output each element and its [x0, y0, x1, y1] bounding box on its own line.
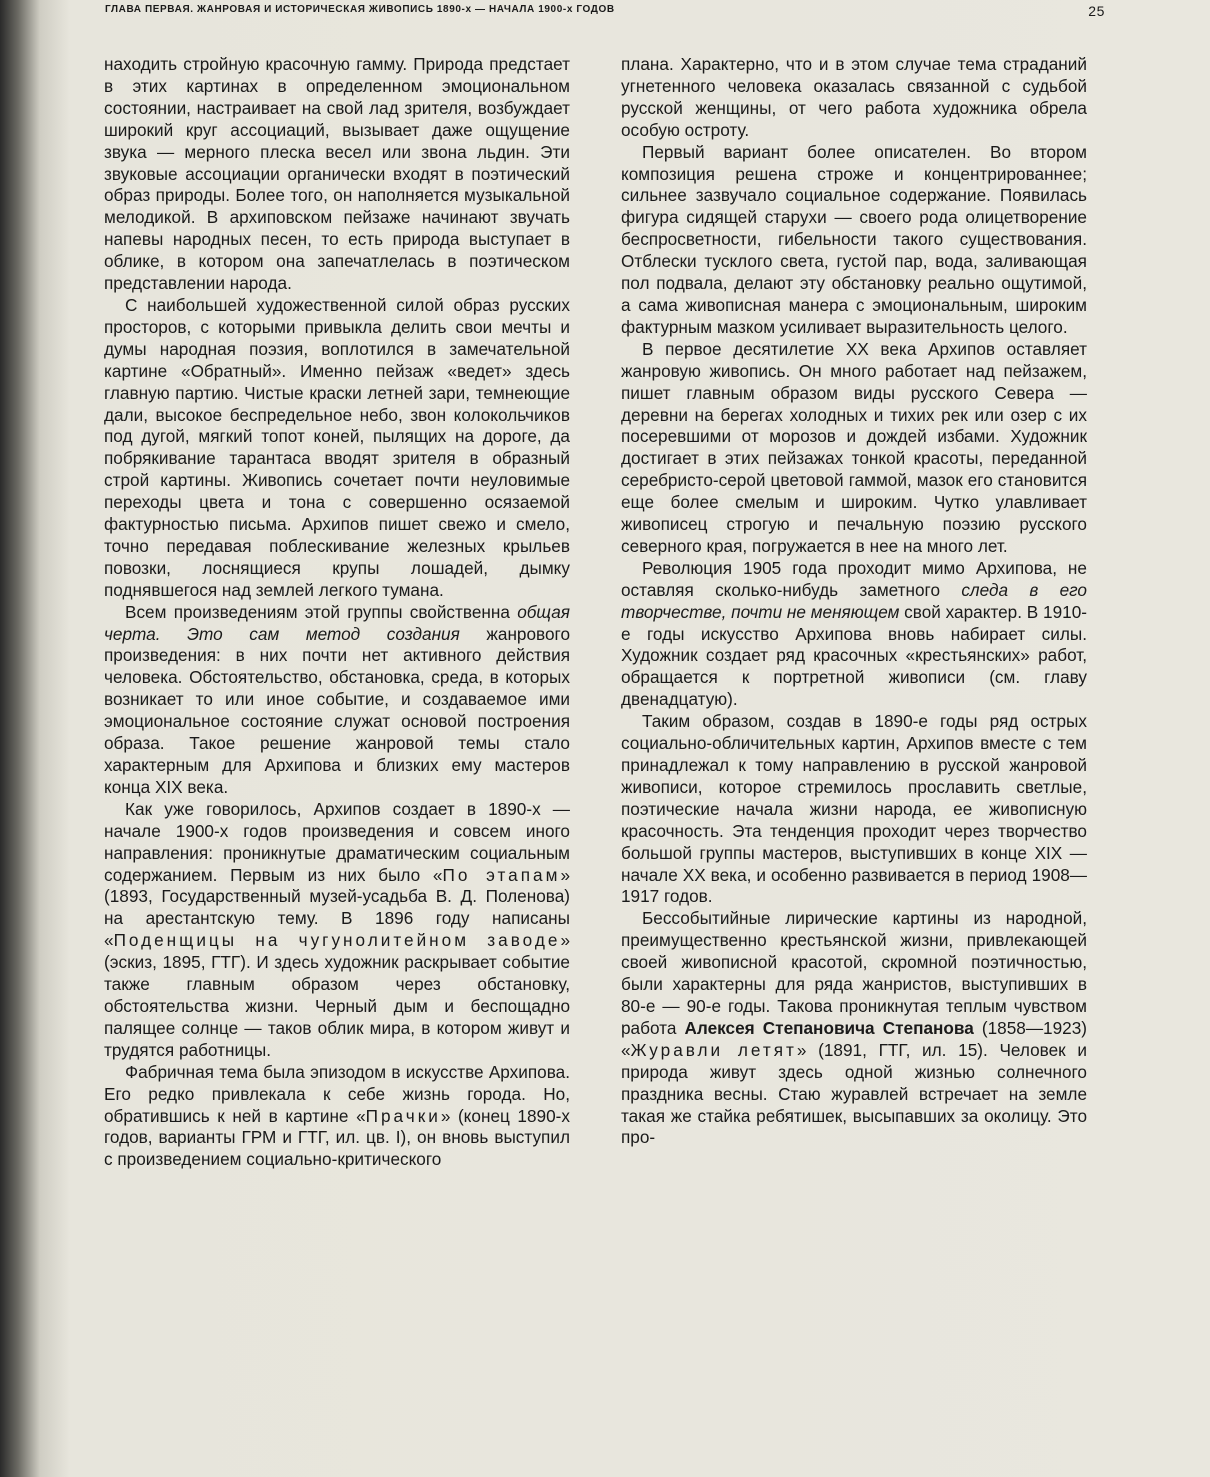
italic-text: общая черта. Это сам метод создания [104, 601, 570, 644]
paragraph [104, 799, 570, 1062]
artwork-title: Журавли летят [630, 1039, 797, 1060]
page-header [105, 4, 1105, 24]
text-run: Революция 1905 года проходит мимо Архипова, не оставляя сколько-нибудь заметного [621, 557, 1087, 600]
italic-text: следа в его творчестве, почти не меняющем [621, 579, 1087, 622]
artwork-title: Поденщицы на чугунолитейном заводе [113, 930, 561, 951]
paragraph: С наибольшей художественной силой образ русских просторов, с которыми привыкла делить свои мечты и думы народная поэзия, воплотился в замечательной картине «Обратный». Именно пейзаж «ведет» здесь главную партию. Чистые краски летней зари, темнеющие дали, высокое беспредельное небо, звон колокольчиков под дугой, мягкий топот коней, пылящих на дороге, да побрякивание тарантаса вводят зрителя в образный строй картины. Живопись сочетает почти неуловимые переходы цвета и тона с совершенно осязаемой фактурностью письма. Архипов пишет свежо и смело, точно передавая поблескивание железных крыльев повозки, лоснящиеся крупы лошадей, дымку поднявшегося над землей легкого тумана. [104, 294, 570, 600]
right-column [621, 54, 1087, 1149]
artwork-title: По этапам [442, 864, 561, 885]
paragraph: Таким образом, создав в 1890-е годы ряд острых социально-обличительных картин, Архипов вместе с тем принадлежал к тому направлению в русской жанровой живописи, которое стремилось прославить светлые, поэтические начала жизни народа, ее живописную красочность. Эта тенденция проходит через творчество большой группы мастеров, выступивших в конце XIX — начале XX века, и особенно развивается в период 1908—1917 годов. [621, 711, 1087, 907]
text-run: жанрового произведения: в них почти нет активного действия человека. Обстоятельство, обстановка, среда, в которых возникает то или иное событие, и создаваемое ими эмоциональное состояние служат основой построения образа. Такое решение жанровой темы стало характерным для Архипова и близких ему мастеров конца XIX века. [104, 623, 570, 797]
text-run: » (1891, ГТГ, ил. 15). Человек и природа живут здесь одной жизнью солнечного праздника весны. Стаю журавлей встречает на земле такая же стайка ребятишек, высыпавших за околицу. Это про- [621, 1039, 1087, 1148]
text-run: » (эскиз, 1895, ГТГ). И здесь художник раскрывает событие также главным образом через обстановку, обстоятельства жизни. Черный дым и беспощадно палящее солнце — таков облик мира, в котором живут и трудятся работницы. [104, 930, 570, 1060]
running-title: ГЛАВА ПЕРВАЯ. ЖАНРОВАЯ И ИСТОРИЧЕСКАЯ ЖИВОПИСЬ 1890-х — НАЧАЛА 1900-х ГОДОВ [105, 4, 615, 15]
paragraph [104, 1062, 570, 1172]
text-run: » (1893, Государственный музей-усадьба В. Д. Поленова) на арестантскую тему. В 1896 году написаны « [104, 864, 570, 951]
paragraph [621, 558, 1087, 711]
text-run: свой характер. В 1910-е годы искусство Архипова вновь набирает силы. Художник создает ряд красочных «крестьянских» работ, обращается к портретной живописи (см. главу двенадцатую). [621, 601, 1087, 710]
paragraph: Первый вариант более описателен. Во втором композиция решена строже и концентрированнее; сильнее зазвучало социальное содержание. Появилась фигура сидящей старухи — своего рода олицетворение беспросветности, гибельности такого существования. Отблески тусклого света, густой пар, вода, заливающая пол подвала, делают эту обстановку реально ощутимой, а сама живописная манера с эмоциональным, широким фактурным мазком усиливает выразительность целого. [621, 141, 1087, 337]
page-number: 25 [1088, 3, 1105, 19]
text-run: Бессобытийные лирические картины из народной, преимущественно крестьянской жизни, привлекающей своей живописной красотой, скромной поэтичностью, были характерны для ряда жанристов, выступивших в 80-е — 90-е годы. Такова проникнутая теплым чувством работа [621, 908, 1087, 1038]
artwork-title: Прачки [365, 1105, 441, 1126]
left-column [104, 54, 570, 1171]
paragraph: В первое десятилетие XX века Архипов оставляет жанровую живопись. Он много работает над пейзажем, пишет главным образом виды русского Севера — деревни на берегах холодных и тихих рек или озер с их посеревшими от морозов и дождей избами. Художник достигает в этих пейзажах тонкой красоты, переданной серебристо-серой цветовой гаммой, мазок его становится еще более смелым и широким. Чутко улавливает живописец строгую и печальную поэзию русского северного края, погружается в нее на много лет. [621, 338, 1087, 556]
paragraph: плана. Характерно, что и в этом случае тема страданий угнетенного человека оказалась связанной с судьбой русской женщины, от чего работа художника обрела особую остроту. [621, 54, 1087, 140]
text-run: (1858—1923) « [621, 1017, 1087, 1060]
paragraph: находить стройную красочную гамму. Природа предстает в этих картинах в определенном эмоциональном состоянии, настраивает на свой лад зрителя, возбуждает широкий круг ассоциаций, вызывает даже ощущение звука — мерного плеска весел или звона льдин. Эти звуковые ассоциации органически входят в поэтический образ природы. Более того, он наполняется музыкальной мелодикой. В архиповском пейзаже начинают звучать напевы народных песен, то есть природа выступает в облике, в котором она запечатлелась в поэтическом представлении народа. [104, 54, 570, 294]
text-run: Всем произведениям этой группы свойственна [125, 601, 518, 622]
text-run: Как уже говорилось, Архипов создает в 1890-х — начале 1900-х годов произведения и совсем иного направления: проникнутые драматическим социальным содержанием. Первым из них было « [104, 798, 570, 885]
paragraph [621, 908, 1087, 1149]
artist-name: Алексея Степановича Степанова [684, 1017, 974, 1038]
text-run: » (конец 1890-х годов, варианты ГРМ и ГТГ, ил. цв. I), он вновь выступил с произведением социально-критического [104, 1105, 570, 1170]
paragraph [104, 602, 570, 799]
text-run: Фабричная тема была эпизодом в искусстве Архипова. Его редко привлекала к себе жизнь города. Но, обратившись к ней в картине « [104, 1061, 570, 1126]
